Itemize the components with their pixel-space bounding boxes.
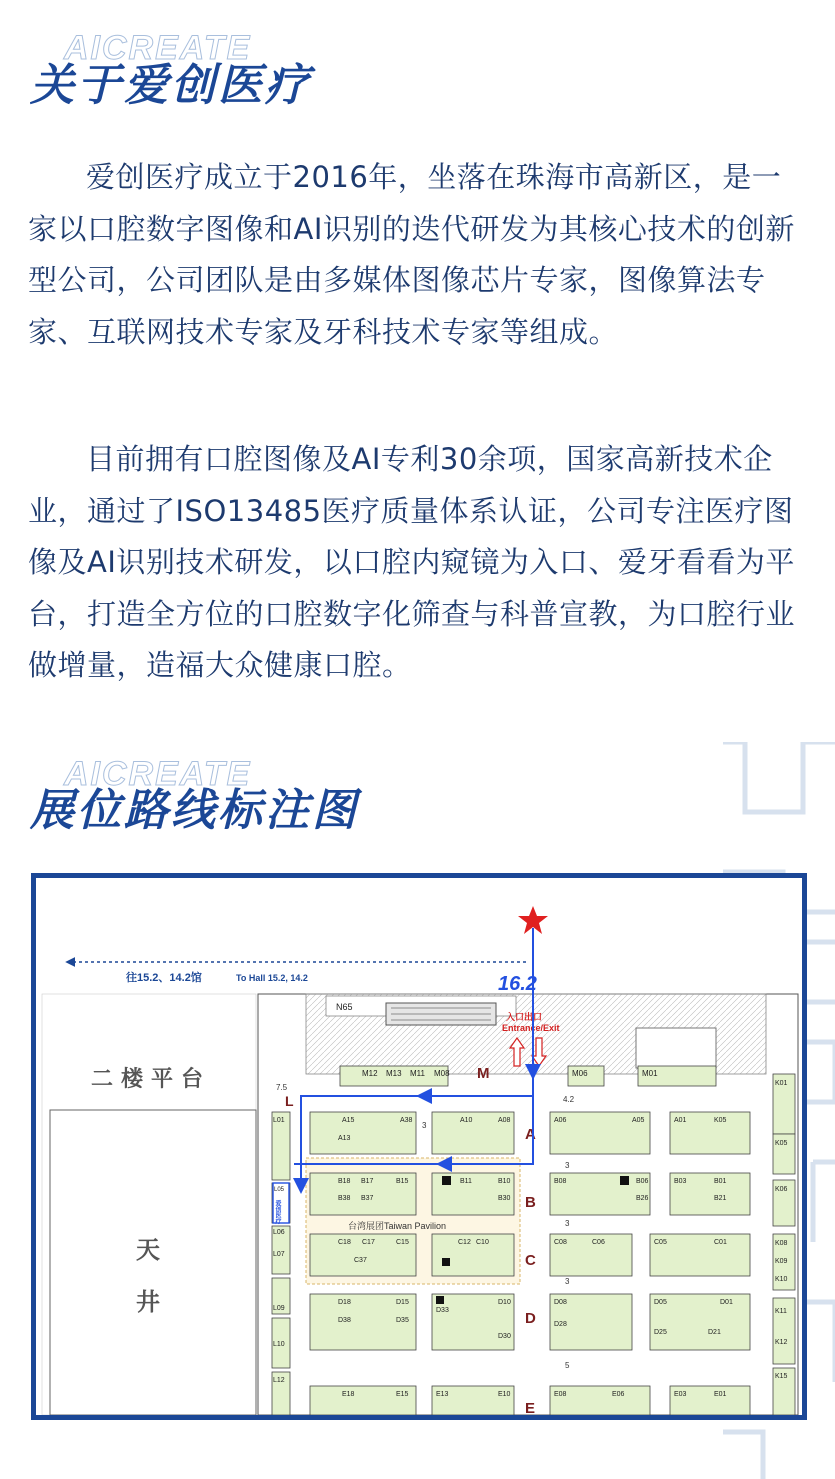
booth-label: K08	[775, 1240, 788, 1247]
booth-label: B37	[361, 1195, 374, 1202]
atrium-label-2: 井	[136, 1289, 160, 1316]
distance-label: 3	[422, 1121, 427, 1130]
booth-label: E03	[674, 1391, 687, 1398]
booth-label: A08	[498, 1117, 511, 1124]
brand-watermark: AICREATE	[64, 29, 252, 67]
booth-label: C18	[338, 1239, 351, 1246]
booth-label: D05	[654, 1299, 667, 1306]
distance-label: 3	[565, 1219, 570, 1228]
platform-label: 二楼平台	[91, 1066, 212, 1091]
booth-label: D15	[396, 1299, 409, 1306]
booth-label: C12	[458, 1239, 471, 1246]
booth-label: M12	[362, 1069, 378, 1078]
highlight-booth-label: 爱创医疗	[274, 1200, 280, 1224]
booth-label: C10	[476, 1239, 489, 1246]
booth-label: M11	[410, 1069, 425, 1078]
distance-label: 3	[565, 1277, 570, 1286]
booth-label: L05	[274, 1187, 285, 1193]
about-paragraph-1: 爱创医疗成立于2016年，坐落在珠海市高新区，是一家以口腔数字图像和AI识别的迭代研发为其核心技术的创新型公司，公司团队是由多媒体图像芯片专家，图像算法专家、互联网技术专家及牙科技术专家等组成。	[28, 160, 795, 349]
booth-label: B06	[636, 1178, 649, 1185]
booth-label: C06	[592, 1239, 605, 1246]
booth-label: K05	[775, 1140, 788, 1147]
booth-label: L06	[273, 1229, 285, 1236]
booth-label: K15	[775, 1373, 788, 1380]
booth-label: A38	[400, 1117, 413, 1124]
booth-label: B38	[338, 1195, 351, 1202]
booth-label: K10	[775, 1276, 788, 1283]
booth-label: M06	[572, 1069, 588, 1078]
row-label: D	[525, 1310, 536, 1327]
pavilion-label: 台湾展团Taiwan Pavilion	[348, 1221, 447, 1231]
booth-label: C05	[654, 1239, 667, 1246]
booth-label: M08	[434, 1069, 450, 1078]
booth-label: B01	[714, 1178, 727, 1185]
booth-label: D10	[498, 1299, 511, 1306]
booth-label: B03	[674, 1178, 687, 1185]
booth-label: A13	[338, 1135, 351, 1142]
about-title: 关于爱创医疗	[30, 60, 312, 111]
booth-label: D30	[498, 1333, 511, 1340]
booth-label: D38	[338, 1317, 351, 1324]
booth-label: L10	[273, 1341, 285, 1348]
booth-label: D35	[396, 1317, 409, 1324]
row-label: A	[525, 1126, 536, 1143]
booth-label: D18	[338, 1299, 351, 1306]
to-hall-cn-label: 往15.2、14.2馆	[126, 972, 202, 984]
booth-label: D33	[436, 1307, 449, 1314]
booth-label: K09	[775, 1258, 788, 1265]
booth-label: D08	[554, 1299, 567, 1306]
booth-label: M01	[642, 1069, 658, 1078]
booth-label: K12	[775, 1339, 788, 1346]
booth-label: A05	[632, 1117, 645, 1124]
booth-label: B10	[498, 1178, 511, 1185]
booth-label: A06	[554, 1117, 567, 1124]
booth-label: C15	[396, 1239, 409, 1246]
distance-label: 4.2	[563, 1095, 575, 1104]
entrance-en-label: Entrance/Exit	[502, 1023, 560, 1033]
booth-label: C01	[714, 1239, 727, 1246]
booth-label: D01	[720, 1299, 733, 1306]
brand-watermark: AICREATE	[64, 755, 252, 793]
booth-label: E13	[436, 1391, 449, 1398]
distance-label: 5	[565, 1361, 570, 1370]
row-label: E	[525, 1400, 536, 1415]
booth-label: L07	[273, 1251, 285, 1258]
booth-label: B08	[554, 1178, 567, 1185]
entrance-cn-label: 入口出口	[506, 1012, 543, 1022]
booth-label: C17	[362, 1239, 375, 1246]
booth-label: E01	[714, 1391, 727, 1398]
booth-label: D21	[708, 1329, 721, 1336]
row-label: M	[477, 1065, 490, 1082]
booth-label: E08	[554, 1391, 567, 1398]
booth-label: B26	[636, 1195, 649, 1202]
booth-label: E06	[612, 1391, 625, 1398]
route-map-title: 展位路线标注图	[30, 785, 359, 836]
booth-label: K06	[775, 1186, 788, 1193]
booth-label: B21	[714, 1195, 727, 1202]
booth-label: C08	[554, 1239, 567, 1246]
booth-label: N65	[336, 1002, 353, 1012]
booth-label: E15	[396, 1391, 409, 1398]
booth-label: B17	[361, 1178, 374, 1185]
booth-label: B11	[460, 1178, 472, 1185]
floor-plan-map	[31, 873, 807, 1420]
booth-label: A01	[674, 1117, 687, 1124]
booth-label: L09	[273, 1305, 285, 1312]
row-label: B	[525, 1194, 536, 1211]
booth-label: L12	[273, 1377, 285, 1384]
booth-label: K05	[714, 1117, 727, 1124]
booth-label: K11	[775, 1308, 787, 1315]
row-label: C	[525, 1252, 536, 1269]
distance-label: 3	[565, 1161, 570, 1170]
booth-label: D28	[554, 1321, 567, 1328]
booth-label: K01	[775, 1080, 788, 1087]
about-paragraph-2: 目前拥有口腔图像及AI专利30余项，国家高新技术企业，通过了ISO13485医疗质量体系认证，公司专注医疗图像及AI识别技术研发，以口腔内窥镜为入口、爱牙看看为平台，打造全方位的口腔数字化筛查与科普宣教，为口腔行业做增量，造福大众健康口腔。	[28, 442, 796, 682]
booth-label: B18	[338, 1178, 351, 1185]
booth-label: E10	[498, 1391, 511, 1398]
booth-label: E18	[342, 1391, 355, 1398]
booth-label: D25	[654, 1329, 667, 1336]
to-hall-en-label: To Hall 15.2, 14.2	[236, 973, 308, 983]
booth-label: A15	[342, 1117, 355, 1124]
booth-label: B30	[498, 1195, 511, 1202]
atrium-label-1: 天	[136, 1237, 160, 1264]
booth-label: B15	[396, 1178, 409, 1185]
booth-label: M13	[386, 1069, 402, 1078]
booth-label: A10	[460, 1117, 473, 1124]
booth-label: C37	[354, 1257, 367, 1264]
hall-number: 16.2	[498, 973, 537, 995]
distance-label: 7.5	[276, 1083, 288, 1092]
booth-label: L01	[273, 1117, 285, 1124]
row-label: L	[285, 1093, 294, 1109]
